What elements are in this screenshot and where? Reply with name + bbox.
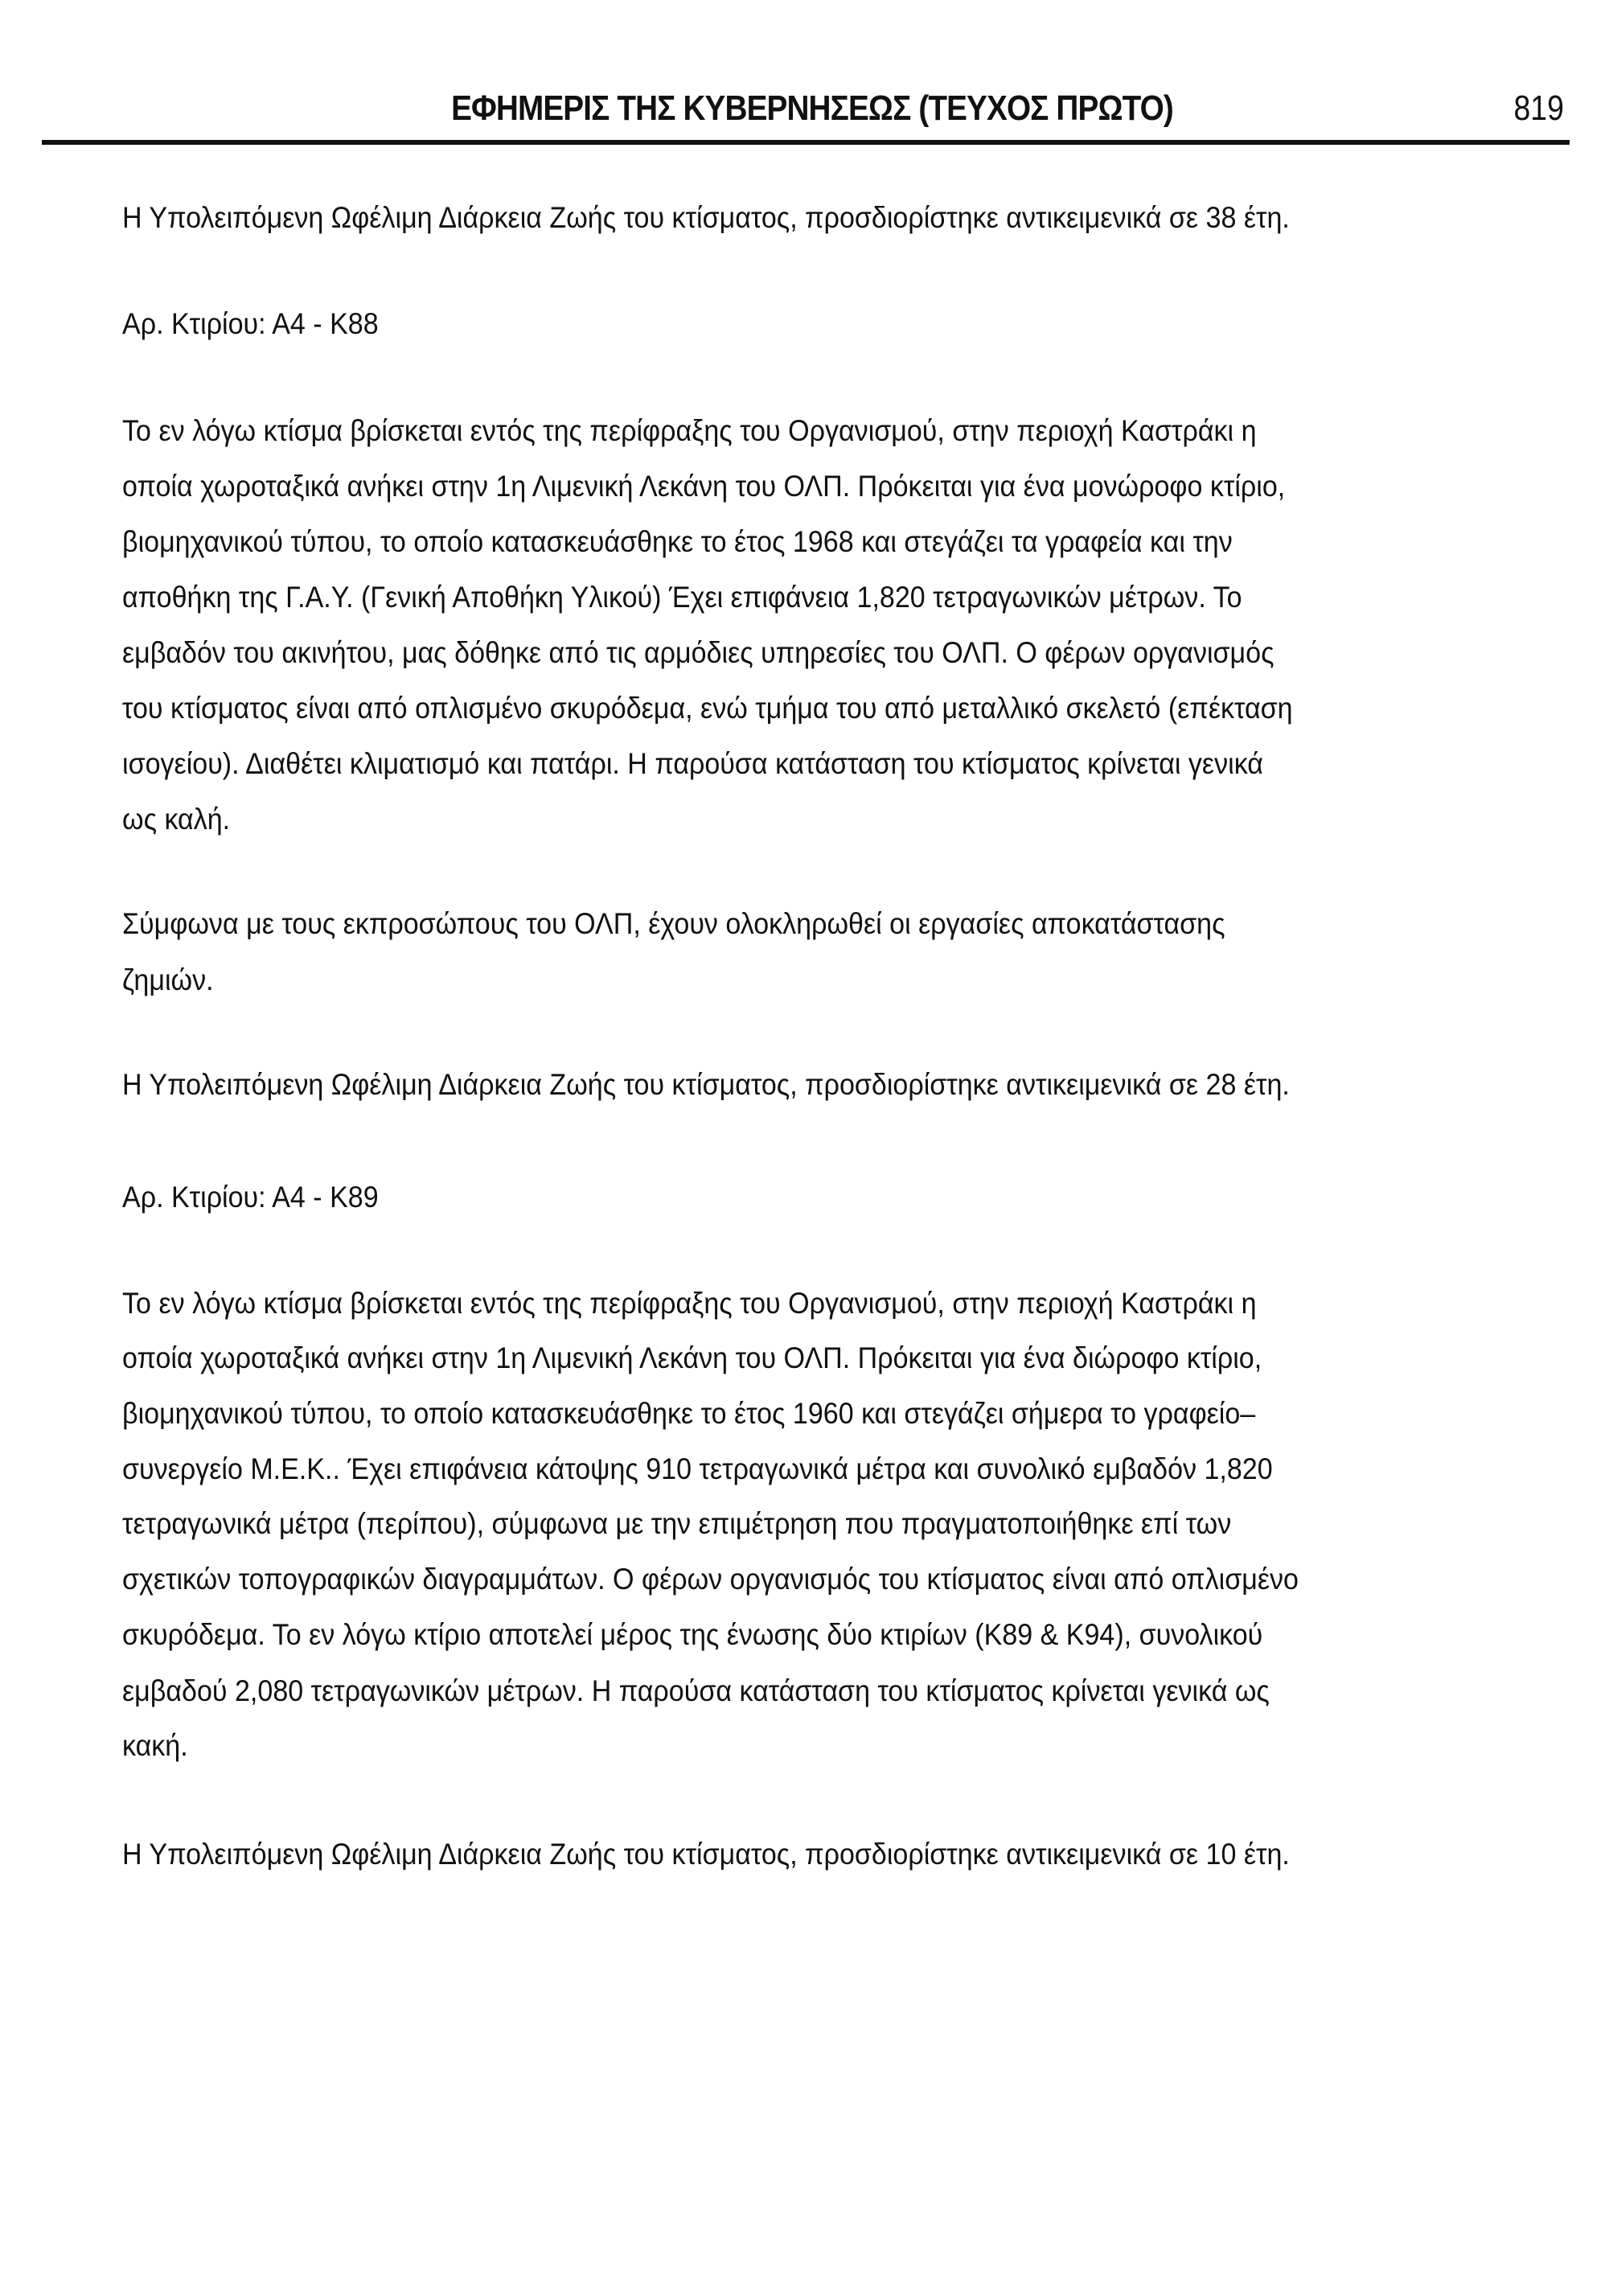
paragraph-line: του κτίσματος είναι από οπλισμένο σκυρόδεμα, ενώ τμήμα του από μεταλλικό σκελετό (επέκταση: [122, 692, 1293, 725]
paragraph-line: σχετικών τοπογραφικών διαγραμμάτων. Ο φέρων οργανισμός του κτίσματος είναι από οπλισμένο: [122, 1563, 1299, 1596]
paragraph-line: αποθήκη της Γ.Α.Υ. (Γενική Αποθήκη Υλικού) Έχει επιφάνεια 1,820 τετραγωνικών μέτρων. Το: [122, 581, 1242, 614]
paragraph-line: Το εν λόγω κτίσμα βρίσκεται εντός της περίφραξης του Οργανισμού, στην περιοχή Καστράκι η: [122, 1287, 1257, 1320]
paragraph-line: τετραγωνικά μέτρα (περίπου), σύμφωνα με την επιμέτρηση που πραγματοποιήθηκε επί των: [122, 1507, 1232, 1540]
note-line: ζημιών.: [122, 963, 214, 996]
note-line: Σύμφωνα με τους εκπροσώπους του ΟΛΠ, έχουν ολοκληρωθεί οι εργασίες αποκατάστασης: [122, 907, 1225, 940]
building-heading: Αρ. Κτιρίου: Α4 - Κ89: [122, 1181, 379, 1214]
remaining-life-text: Η Υπολειπόμενη Ωφέλιμη Διάρκεια Ζωής του κτίσματος, προσδιορίστηκε αντικειμενικά σε 38 έτη.: [122, 201, 1290, 234]
paragraph-line: συνεργείο Μ.Ε.Κ.. Έχει επιφάνεια κάτοψης 910 τετραγωνικά μέτρα και συνολικό εμβαδόν 1,820: [122, 1452, 1273, 1485]
paragraph-line: οποία χωροταξικά ανήκει στην 1η Λιμενική Λεκάνη του ΟΛΠ. Πρόκειται για ένα διώροφο κτίριο,: [122, 1341, 1262, 1374]
building-heading: Αρ. Κτιρίου: Α4 - Κ88: [122, 307, 379, 340]
paragraph-line: οποία χωροταξικά ανήκει στην 1η Λιμενική Λεκάνη του ΟΛΠ. Πρόκειται για ένα μονώροφο κτίριο,: [122, 470, 1286, 503]
paragraph-line: κακή.: [122, 1729, 188, 1762]
paragraph-line: βιομηχανικού τύπου, το οποίο κατασκευάσθηκε το έτος 1968 και στεγάζει τα γραφεία και την: [122, 525, 1233, 558]
gazette-title: ΕΦΗΜΕΡΙΣ ΤΗΣ ΚΥΒΕΡΝΗΣΕΩΣ (ΤΕΥΧΟΣ ΠΡΩΤΟ): [451, 88, 1173, 128]
paragraph-line: εμβαδού 2,080 τετραγωνικών μέτρων. Η παρούσα κατάσταση του κτίσματος κρίνεται γενικά ως: [122, 1674, 1270, 1707]
paragraph-line: ισογείου). Διαθέτει κλιματισμό και πατάρι. Η παρούσα κατάσταση του κτίσματος κρίνεται γενικά: [122, 747, 1263, 780]
paragraph-line: ως καλή.: [122, 803, 231, 836]
paragraph-line: σκυρόδεμα. Το εν λόγω κτίριο αποτελεί μέρος της ένωσης δύο κτιρίων (Κ89 & Κ94), συνολικού: [122, 1618, 1263, 1651]
page-number: 819: [1513, 88, 1564, 128]
paragraph-line: βιομηχανικού τύπου, το οποίο κατασκευάσθηκε το έτος 1960 και στεγάζει σήμερα το γραφείο–: [122, 1397, 1256, 1430]
remaining-life-text: Η Υπολειπόμενη Ωφέλιμη Διάρκεια Ζωής του κτίσματος, προσδιορίστηκε αντικειμενικά σε 10 έτη.: [122, 1838, 1290, 1871]
page-header: [56, 88, 1568, 137]
remaining-life-text: Η Υπολειπόμενη Ωφέλιμη Διάρκεια Ζωής του κτίσματος, προσδιορίστηκε αντικειμενικά σε 28 έτη.: [122, 1068, 1290, 1101]
paragraph-line: εμβαδόν του ακινήτου, μας δόθηκε από τις αρμόδιες υπηρεσίες του ΟΛΠ. Ο φέρων οργανισμός: [122, 636, 1274, 669]
paragraph-line: Το εν λόγω κτίσμα βρίσκεται εντός της περίφραξης του Οργανισμού, στην περιοχή Καστράκι η: [122, 414, 1257, 447]
header-rule: [42, 140, 1570, 145]
